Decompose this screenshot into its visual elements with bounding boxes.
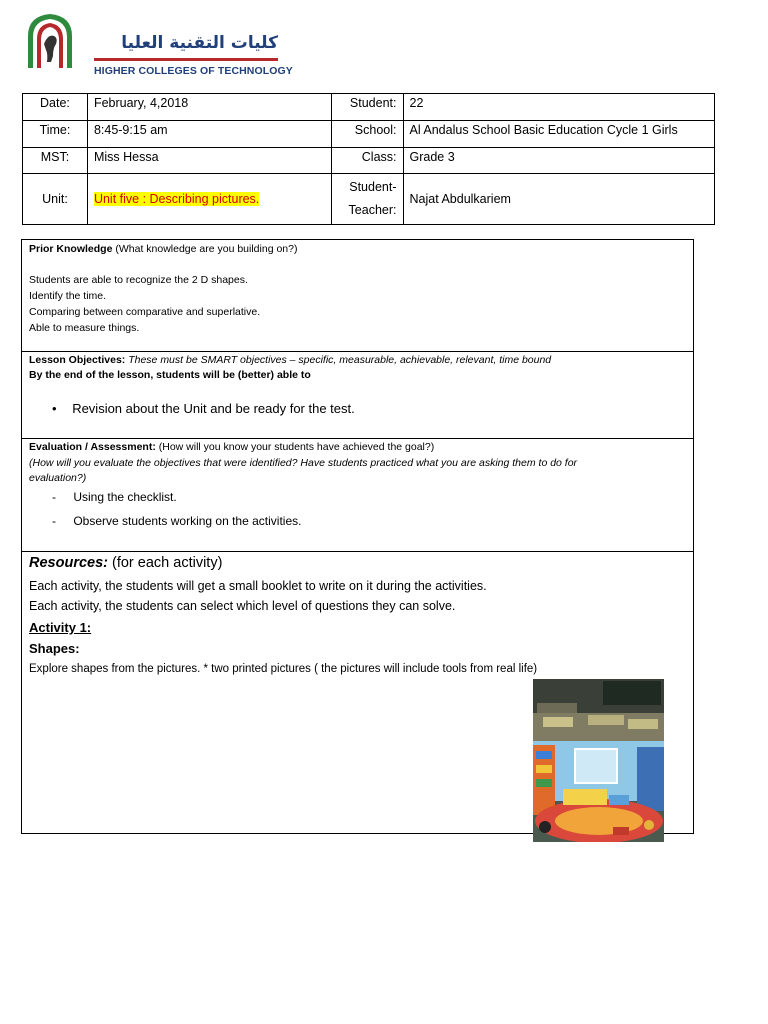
objective-bullet-item — [52, 401, 355, 416]
unit-value-cell — [87, 174, 331, 225]
resources-line: Each activity, the students can select which level of questions they can solve. — [29, 599, 456, 613]
class-value: Grade 3 — [403, 148, 715, 174]
objectives-note: These must be SMART objectives – specific, measurable, achievable, relevant, time bound — [125, 354, 552, 366]
mst-value: Miss Hessa — [87, 148, 331, 174]
info-row-date — [23, 94, 715, 121]
resources-heading: Resources: — [29, 555, 108, 571]
unit-label: Unit: — [23, 174, 88, 225]
school-label: School: — [331, 121, 403, 148]
objectives-title — [29, 354, 551, 366]
logo-arabic-name: كليات التقنية العليا — [121, 33, 278, 53]
objectives-heading: Lesson Objectives: — [29, 354, 126, 366]
unit-value: Unit five : Describing pictures. — [93, 192, 260, 206]
shapes-heading: Shapes: — [29, 641, 80, 656]
prior-item: Able to measure things. — [29, 322, 140, 334]
evaluation-item-text: Observe students working on the activities. — [73, 514, 302, 528]
time-value: 8:45-9:15 am — [87, 121, 331, 148]
student-value: 22 — [403, 94, 715, 121]
evaluation-item — [52, 514, 301, 528]
prior-knowledge-question: (What knowledge are you building on?) — [112, 243, 298, 255]
logo-divider — [94, 58, 278, 61]
objective-text: Revision about the Unit and be ready for the test. — [72, 401, 355, 416]
resources-section — [22, 552, 693, 835]
classroom-photo — [533, 679, 664, 842]
resources-sub: (for each activity) — [107, 555, 223, 571]
mst-label: MST: — [23, 148, 88, 174]
info-row-mst — [23, 148, 715, 174]
explore-line: Explore shapes from the pictures. * two printed pictures ( the pictures will include tools from real life) — [29, 663, 538, 675]
evaluation-title — [29, 441, 434, 453]
prior-knowledge-title — [29, 243, 297, 255]
prior-item: Comparing between comparative and superlative. — [29, 306, 261, 318]
school-value: Al Andalus School Basic Education Cycle 1 Girls — [403, 121, 715, 148]
info-row-time — [23, 121, 715, 148]
evaluation-note-line1: (How will you evaluate the objectives that were identified? Have students practiced what you are asking them to do for — [29, 457, 578, 469]
resources-title — [29, 555, 222, 571]
student-label: Student: — [331, 94, 403, 121]
student-teacher-label — [331, 174, 403, 225]
student-teacher-label-line2: Teacher: — [348, 203, 397, 217]
hct-logo — [20, 12, 293, 77]
date-label: Date: — [23, 94, 88, 121]
activity-heading: Activity 1: — [29, 620, 92, 635]
evaluation-section — [22, 439, 693, 552]
prior-knowledge-section — [22, 240, 693, 352]
date-value: February, 4,2018 — [87, 94, 331, 121]
student-teacher-value: Najat Abdulkariem — [403, 174, 715, 225]
hct-emblem-icon — [20, 12, 80, 70]
evaluation-note-line2: evaluation?) — [29, 472, 87, 484]
time-label: Time: — [23, 121, 88, 148]
dash-icon: - — [52, 490, 56, 504]
lesson-plan-box — [21, 239, 694, 834]
evaluation-heading: Evaluation / Assessment: — [29, 441, 156, 453]
objectives-lead: By the end of the lesson, students will be (better) able to — [29, 369, 311, 381]
evaluation-item — [52, 490, 177, 504]
evaluation-item-text: Using the checklist. — [73, 490, 177, 504]
prior-item: Students are able to recognize the 2 D shapes. — [29, 274, 248, 286]
logo-english-name: HIGHER COLLEGES OF TECHNOLOGY — [94, 65, 293, 77]
student-teacher-label-line1: Student- — [349, 180, 397, 194]
info-row-unit — [23, 174, 715, 225]
evaluation-question: (How will you know your students have achieved the goal?) — [155, 441, 435, 453]
class-label: Class: — [331, 148, 403, 174]
lesson-info-table — [22, 93, 715, 225]
resources-line: Each activity, the students will get a small booklet to write on it during the activities. — [29, 579, 487, 593]
prior-item: Identify the time. — [29, 290, 107, 302]
bullet-icon: • — [52, 401, 57, 416]
dash-icon: - — [52, 514, 56, 528]
lesson-objectives-section — [22, 352, 693, 439]
prior-knowledge-heading: Prior Knowledge — [29, 243, 113, 255]
